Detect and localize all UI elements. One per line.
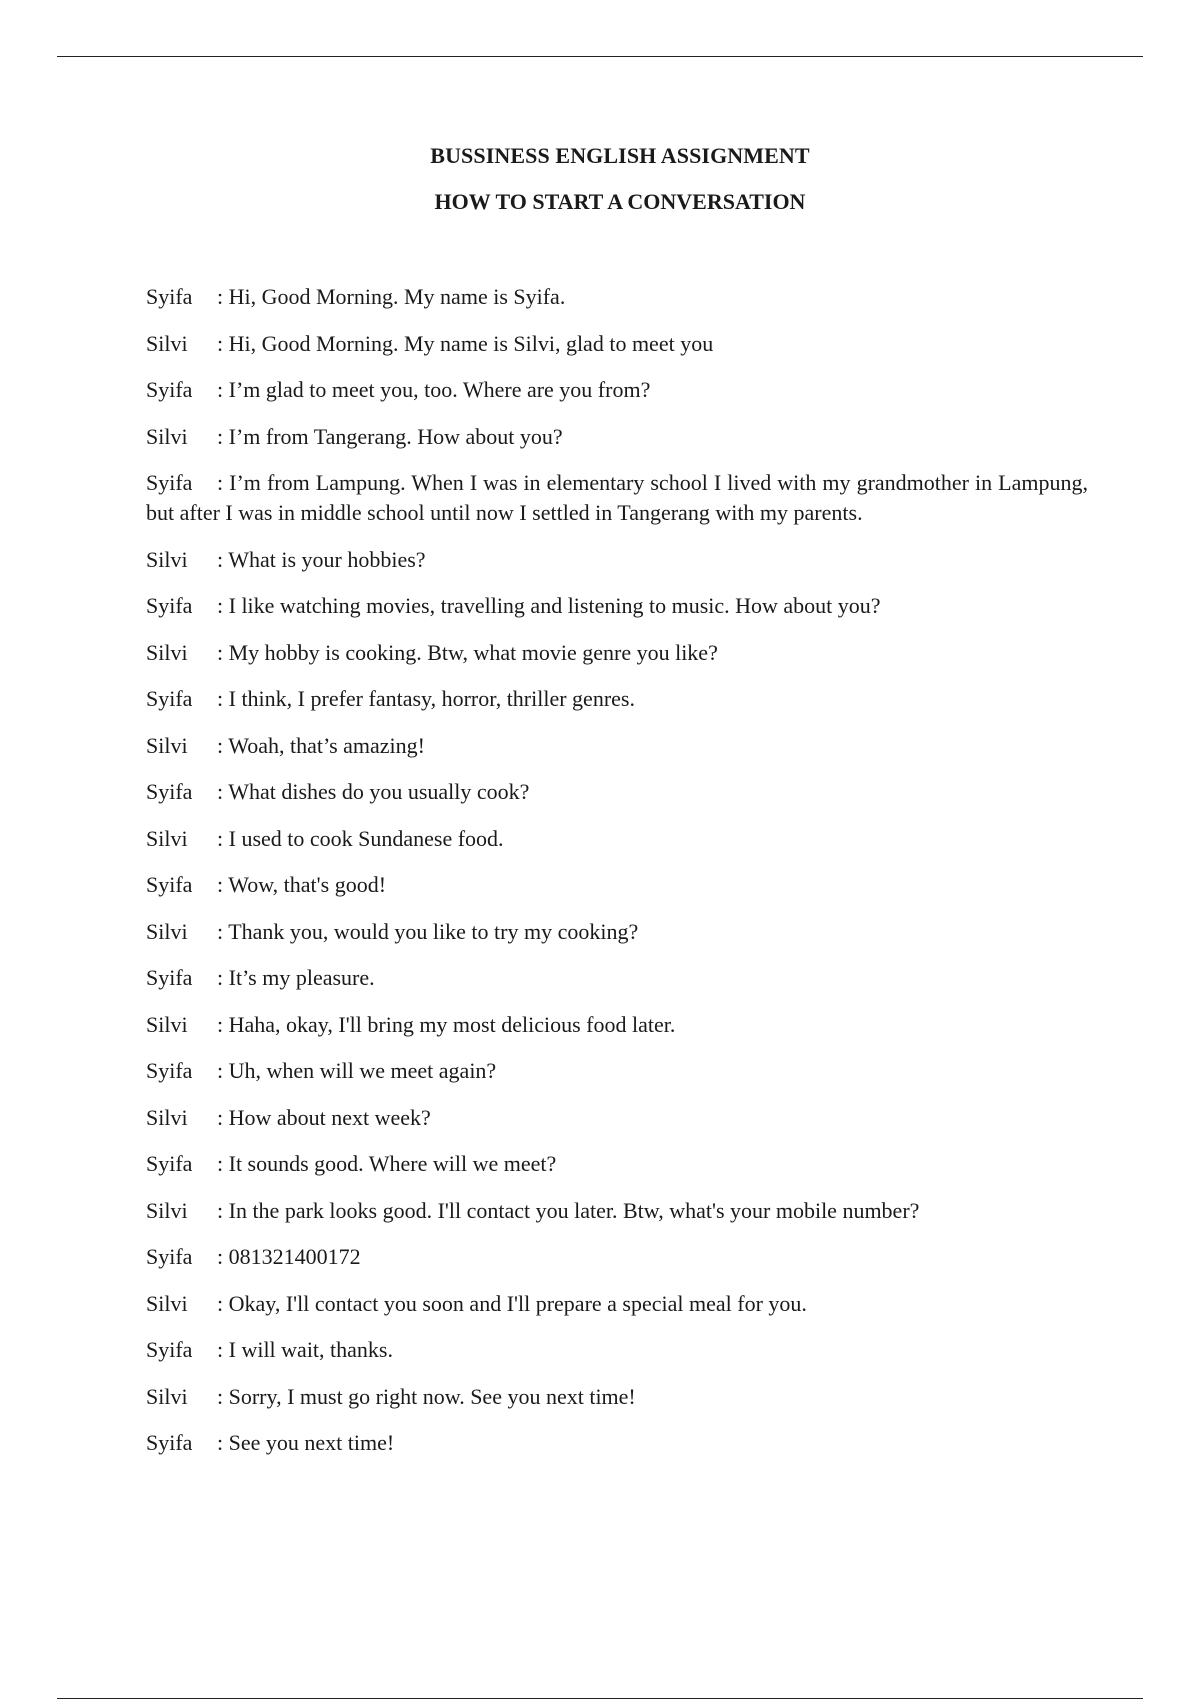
dialogue-line [146, 1428, 1088, 1458]
dialogue-line [146, 591, 1088, 621]
line-text: : In the park looks good. I'll contact you later. Btw, what's your mobile number? [217, 1197, 920, 1223]
speaker-name: Syifa [146, 1337, 193, 1362]
line-text: : Haha, okay, I'll bring my most delicious food later. [217, 1011, 676, 1037]
speaker-name: Syifa [146, 779, 193, 804]
dialogue-line [146, 1149, 1088, 1179]
document-subtitle: HOW TO START A CONVERSATION [434, 189, 806, 214]
line-text: : I like watching movies, travelling and listening to music. How about you? [217, 593, 881, 618]
line-text: : What is your hobbies? [217, 546, 426, 572]
speaker-name: Silvi [146, 1383, 188, 1409]
line-text: : Hi, Good Morning. My name is Silvi, glad to meet you [217, 330, 714, 356]
speaker-name: Syifa [146, 1058, 193, 1083]
line-text: : It sounds good. Where will we meet? [217, 1151, 557, 1176]
line-text: : Thank you, would you like to try my cooking? [217, 918, 639, 944]
line-text: : Sorry, I must go right now. See you next time! [217, 1383, 636, 1409]
speaker-name: Silvi [146, 330, 188, 356]
speaker-name: Silvi [146, 639, 188, 665]
dialogue-line [146, 917, 1088, 947]
dialogue-line [146, 777, 1088, 807]
line-text: : My hobby is cooking. Btw, what movie genre you like? [217, 639, 718, 665]
dialogue-line [146, 1056, 1088, 1086]
dialogue-line [146, 282, 1088, 312]
dialogue-line [146, 375, 1088, 405]
line-text: : I’m from Lampung. When I was in elementary school I lived with my grandmother in Lampung, but after I was in middle school until now I settled in Tangerang with my parents. [146, 470, 1088, 525]
line-text: : Uh, when will we meet again? [217, 1058, 497, 1083]
dialogue-line [146, 422, 1088, 452]
dialogue-line [146, 963, 1088, 993]
dialogue-line [146, 870, 1088, 900]
speaker-name: Silvi [146, 1011, 188, 1037]
dialogue-line [146, 1335, 1088, 1365]
line-text: : I used to cook Sundanese food. [217, 825, 504, 851]
dialogue-line [146, 1103, 1088, 1133]
speaker-name: Syifa [146, 1151, 193, 1176]
dialogue-line [146, 824, 1088, 854]
bottom-rule [57, 1698, 1143, 1699]
top-rule [57, 56, 1143, 57]
speaker-name: Silvi [146, 918, 188, 944]
line-text: : I will wait, thanks. [217, 1337, 393, 1362]
line-text: : See you next time! [217, 1430, 395, 1455]
speaker-name: Silvi [146, 1197, 188, 1223]
line-text: : I think, I prefer fantasy, horror, thriller genres. [217, 686, 635, 711]
document-header [0, 143, 1200, 215]
speaker-name: Syifa [146, 470, 193, 495]
line-text: : I’m glad to meet you, too. Where are you from? [217, 377, 651, 402]
line-text: : Wow, that's good! [217, 872, 387, 897]
speaker-name: Silvi [146, 1104, 188, 1130]
dialogue-line [146, 684, 1088, 714]
line-text: : What dishes do you usually cook? [217, 779, 530, 804]
dialogue-line [146, 638, 1088, 668]
speaker-name: Silvi [146, 1290, 188, 1316]
line-text: : Okay, I'll contact you soon and I'll prepare a special meal for you. [217, 1290, 807, 1316]
speaker-name: Silvi [146, 732, 188, 758]
line-text: : How about next week? [217, 1104, 431, 1130]
speaker-name: Syifa [146, 686, 193, 711]
dialogue-line [146, 1382, 1088, 1412]
speaker-name: Syifa [146, 284, 193, 309]
document-title: BUSSINESS ENGLISH ASSIGNMENT [430, 143, 810, 168]
line-text: : 081321400172 [217, 1244, 361, 1269]
speaker-name: Syifa [146, 872, 193, 897]
dialogue-line [146, 1289, 1088, 1319]
line-text: : Hi, Good Morning. My name is Syifa. [217, 284, 566, 309]
dialogue-line [146, 329, 1088, 359]
speaker-name: Syifa [146, 1244, 193, 1269]
dialogue-line [146, 1010, 1088, 1040]
speaker-name: Silvi [146, 825, 188, 851]
dialogue-line [146, 1242, 1088, 1272]
dialogue [146, 282, 1088, 1475]
speaker-name: Syifa [146, 965, 193, 990]
line-text: : I’m from Tangerang. How about you? [217, 423, 563, 449]
dialogue-line [146, 1196, 1088, 1226]
dialogue-line [146, 731, 1088, 761]
speaker-name: Syifa [146, 593, 193, 618]
line-text: : Woah, that’s amazing! [217, 732, 425, 758]
line-text: : It’s my pleasure. [217, 965, 375, 990]
dialogue-line [146, 468, 1088, 528]
speaker-name: Syifa [146, 1430, 193, 1455]
dialogue-line [146, 545, 1088, 575]
speaker-name: Syifa [146, 377, 193, 402]
speaker-name: Silvi [146, 546, 188, 572]
speaker-name: Silvi [146, 423, 188, 449]
